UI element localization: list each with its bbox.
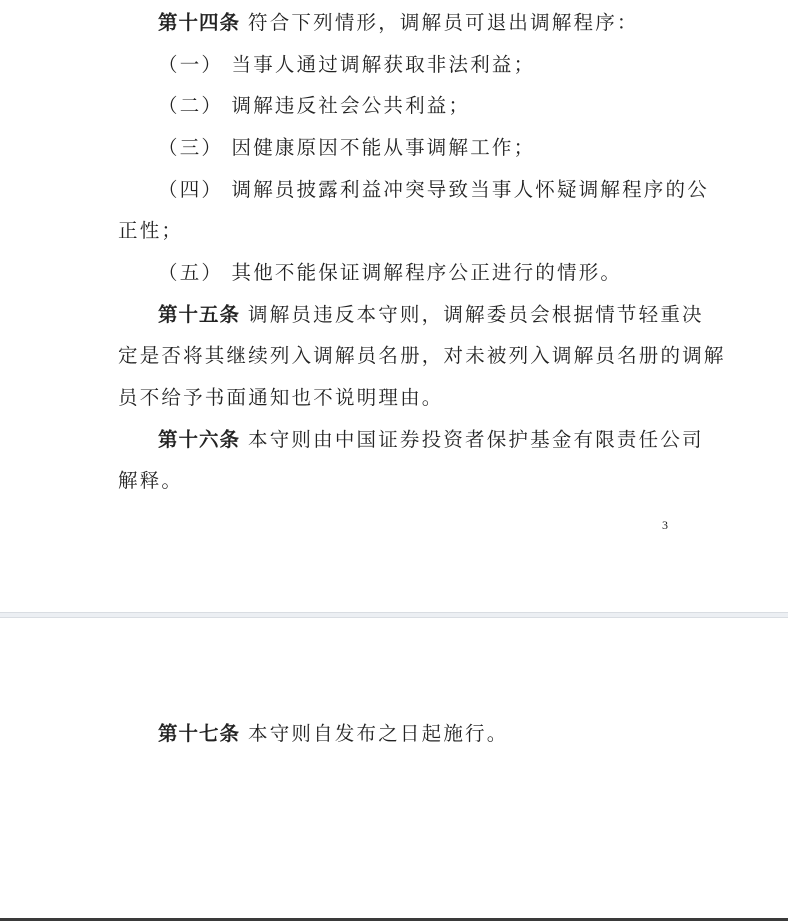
article-14-item-2: （二） 调解违反社会公共利益； bbox=[158, 94, 471, 117]
article-16-line-1 bbox=[158, 428, 704, 452]
article-15-label: 第十五条 bbox=[158, 303, 241, 326]
document-page-4 bbox=[0, 618, 788, 918]
article-14-item-3: （三） 因健康原因不能从事调解工作； bbox=[158, 136, 536, 159]
article-16-label: 第十六条 bbox=[158, 428, 241, 451]
article-15-text-1: 调解员违反本守则，调解委员会根据情节轻重决 bbox=[248, 303, 704, 326]
article-14-heading bbox=[158, 11, 639, 35]
article-14-item-4-continued: 正性； bbox=[118, 219, 184, 242]
article-14-label: 第十四条 bbox=[158, 11, 241, 34]
article-16-line-2: 解释。 bbox=[118, 469, 184, 492]
article-14-text: 符合下列情形，调解员可退出调解程序： bbox=[248, 11, 639, 34]
article-17-line bbox=[158, 722, 508, 746]
article-15-line-3: 员不给予书面通知也不说明理由。 bbox=[118, 386, 444, 409]
page-number: 3 bbox=[662, 518, 668, 532]
article-17-text: 本守则自发布之日起施行。 bbox=[248, 722, 509, 745]
article-14-item-4: （四） 调解员披露利益冲突导致当事人怀疑调解程序的公 bbox=[158, 178, 709, 201]
article-14-item-1: （一） 当事人通过调解获取非法利益； bbox=[158, 53, 536, 76]
article-15-line-2: 定是否将其继续列入调解员名册，对未被列入调解员名册的调解 bbox=[118, 344, 726, 367]
article-16-text-1: 本守则由中国证券投资者保护基金有限责任公司 bbox=[248, 428, 704, 451]
article-15-line-1 bbox=[158, 303, 704, 327]
article-17-label: 第十七条 bbox=[158, 722, 241, 745]
article-14-item-5: （五） 其他不能保证调解程序公正进行的情形。 bbox=[158, 261, 623, 284]
